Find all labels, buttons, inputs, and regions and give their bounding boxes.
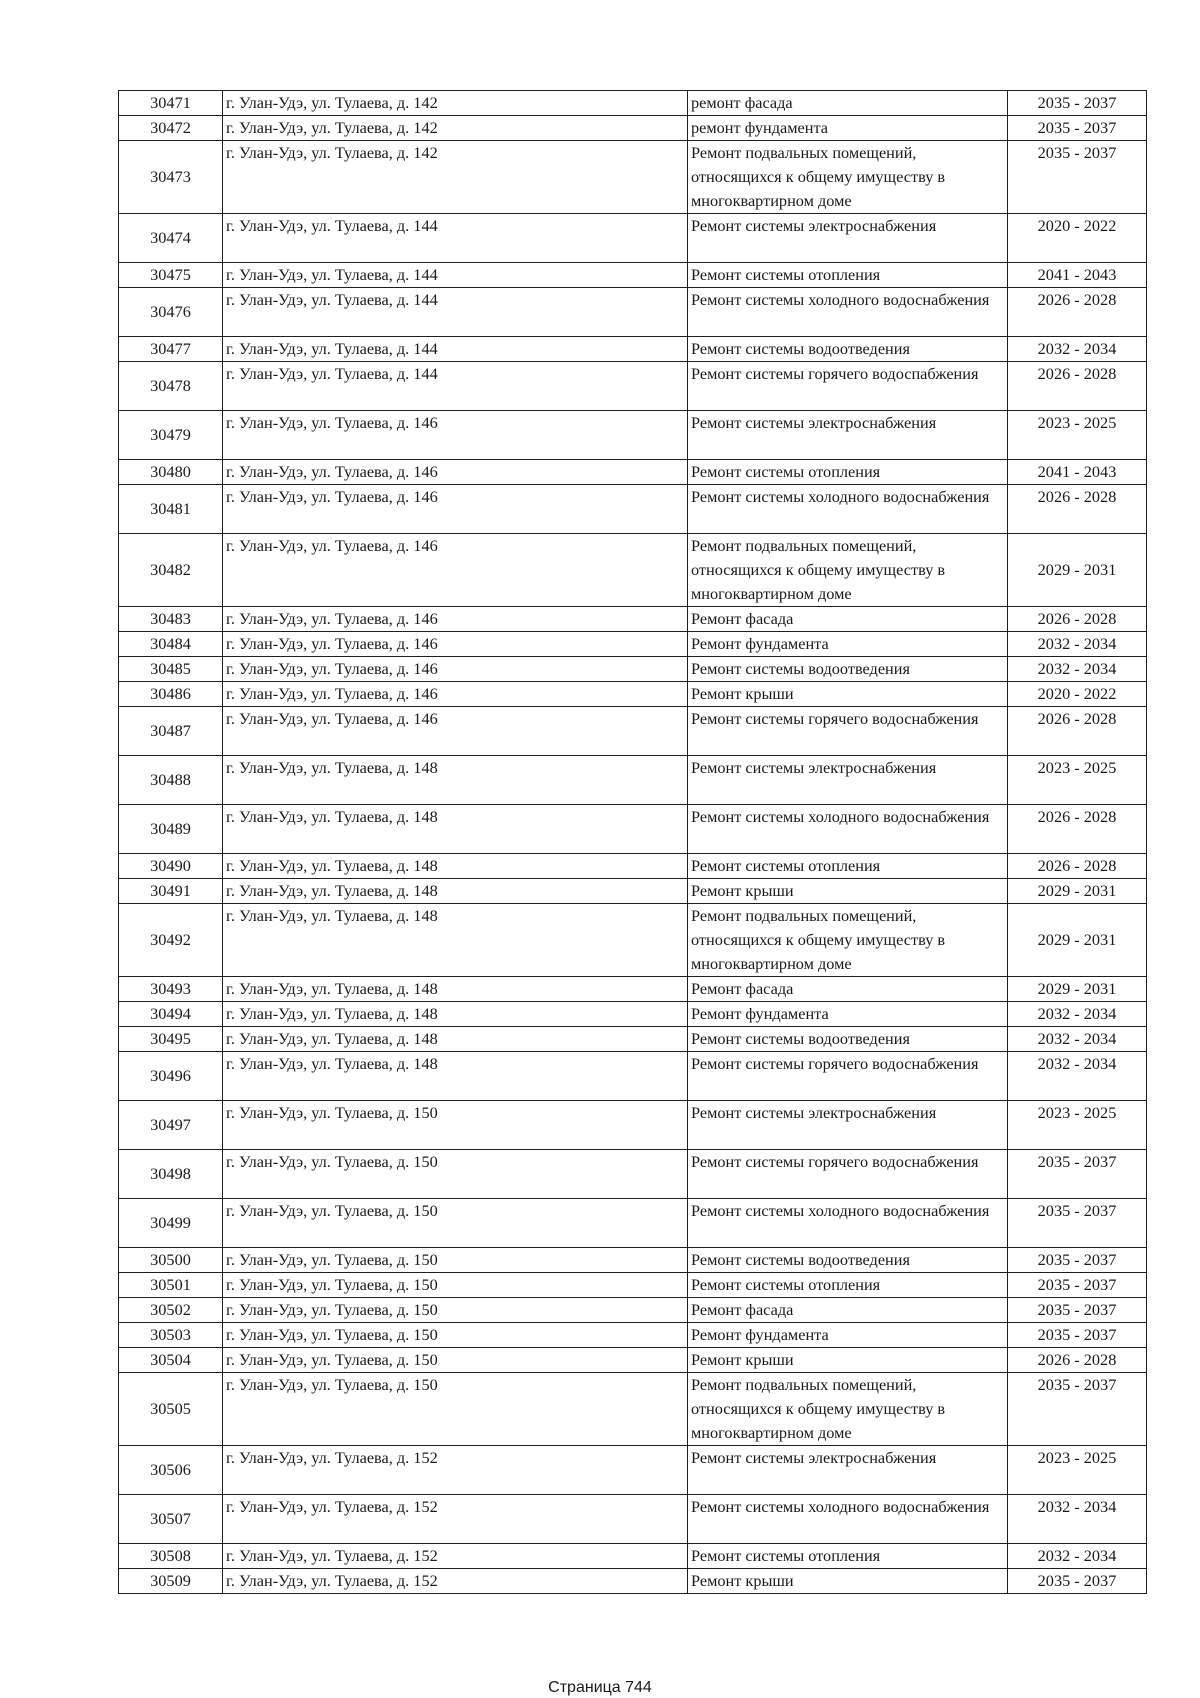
period-cell: 2026 - 2028 [1008, 288, 1147, 337]
work-type-cell: Ремонт системы электроснабжения [688, 214, 1008, 263]
address-cell: г. Улан-Удэ, ул. Тулаева, д. 148 [223, 854, 688, 879]
work-type-cell: Ремонт системы холодного водоснабжения [688, 485, 1008, 534]
table-row [119, 116, 1147, 141]
row-number: 30496 [119, 1052, 223, 1101]
row-number: 30488 [119, 756, 223, 805]
period-cell: 2035 - 2037 [1008, 141, 1147, 214]
period-cell: 2035 - 2037 [1008, 1373, 1147, 1446]
work-type-cell: Ремонт системы отопления [688, 263, 1008, 288]
row-number: 30471 [119, 91, 223, 116]
row-number: 30477 [119, 337, 223, 362]
period-cell: 2020 - 2022 [1008, 682, 1147, 707]
address-cell: г. Улан-Удэ, ул. Тулаева, д. 148 [223, 1027, 688, 1052]
row-number: 30492 [119, 904, 223, 977]
table-row [119, 1273, 1147, 1298]
address-cell: г. Улан-Удэ, ул. Тулаева, д. 150 [223, 1101, 688, 1150]
table-row [119, 1323, 1147, 1348]
row-number: 30498 [119, 1150, 223, 1199]
work-type-cell: Ремонт подвальных помещений, относящихся к общему имуществу в многоквартирном доме [688, 141, 1008, 214]
work-type-cell: Ремонт крыши [688, 682, 1008, 707]
table-row [119, 1373, 1147, 1446]
table-row [119, 1348, 1147, 1373]
work-type-cell: Ремонт системы горячего водоспабжения [688, 362, 1008, 411]
address-cell: г. Улан-Удэ, ул. Тулаева, д. 150 [223, 1150, 688, 1199]
work-type-cell: Ремонт системы электроснабжения [688, 411, 1008, 460]
row-number: 30505 [119, 1373, 223, 1446]
period-cell: 2032 - 2034 [1008, 1052, 1147, 1101]
table-row [119, 1569, 1147, 1594]
address-cell: г. Улан-Удэ, ул. Тулаева, д. 152 [223, 1495, 688, 1544]
row-number: 30479 [119, 411, 223, 460]
row-number: 30506 [119, 1446, 223, 1495]
table-row [119, 337, 1147, 362]
work-type-cell: Ремонт системы электроснабжения [688, 1446, 1008, 1495]
work-type-cell: Ремонт фасада [688, 1298, 1008, 1323]
period-cell: 2035 - 2037 [1008, 1150, 1147, 1199]
table-row [119, 1248, 1147, 1273]
period-cell: 2023 - 2025 [1008, 411, 1147, 460]
address-cell: г. Улан-Удэ, ул. Тулаева, д. 148 [223, 756, 688, 805]
table-body [119, 91, 1147, 1594]
work-type-cell: Ремонт крыши [688, 879, 1008, 904]
row-number: 30499 [119, 1199, 223, 1248]
row-number: 30497 [119, 1101, 223, 1150]
address-cell: г. Улан-Удэ, ул. Тулаева, д. 148 [223, 879, 688, 904]
address-cell: г. Улан-Удэ, ул. Тулаева, д. 146 [223, 534, 688, 607]
address-cell: г. Улан-Удэ, ул. Тулаева, д. 146 [223, 632, 688, 657]
table-row [119, 682, 1147, 707]
period-cell: 2026 - 2028 [1008, 854, 1147, 879]
period-cell: 2029 - 2031 [1008, 534, 1147, 607]
table-row [119, 1052, 1147, 1101]
period-cell: 2032 - 2034 [1008, 1027, 1147, 1052]
row-number: 30484 [119, 632, 223, 657]
row-number: 30502 [119, 1298, 223, 1323]
period-cell: 2032 - 2034 [1008, 1495, 1147, 1544]
address-cell: г. Улан-Удэ, ул. Тулаева, д. 150 [223, 1323, 688, 1348]
table-row [119, 756, 1147, 805]
address-cell: г. Улан-Удэ, ул. Тулаева, д. 146 [223, 682, 688, 707]
work-type-cell: ремонт фундамента [688, 116, 1008, 141]
period-cell: 2029 - 2031 [1008, 904, 1147, 977]
work-type-cell: Ремонт системы отопления [688, 854, 1008, 879]
row-number: 30481 [119, 485, 223, 534]
period-cell: 2035 - 2037 [1008, 1273, 1147, 1298]
row-number: 30474 [119, 214, 223, 263]
period-cell: 2035 - 2037 [1008, 116, 1147, 141]
period-cell: 2023 - 2025 [1008, 756, 1147, 805]
table-row [119, 1446, 1147, 1495]
address-cell: г. Улан-Удэ, ул. Тулаева, д. 144 [223, 337, 688, 362]
period-cell: 2035 - 2037 [1008, 1298, 1147, 1323]
work-type-cell: Ремонт системы водоотведения [688, 337, 1008, 362]
work-type-cell: Ремонт крыши [688, 1348, 1008, 1373]
work-type-cell: Ремонт системы горячего водоснабжения [688, 1150, 1008, 1199]
table-row [119, 1027, 1147, 1052]
work-type-cell: Ремонт крыши [688, 1569, 1008, 1594]
row-number: 30472 [119, 116, 223, 141]
period-cell: 2032 - 2034 [1008, 632, 1147, 657]
row-number: 30494 [119, 1002, 223, 1027]
period-cell: 2035 - 2037 [1008, 91, 1147, 116]
address-cell: г. Улан-Удэ, ул. Тулаева, д. 150 [223, 1273, 688, 1298]
period-cell: 2035 - 2037 [1008, 1323, 1147, 1348]
address-cell: г. Улан-Удэ, ул. Тулаева, д. 146 [223, 460, 688, 485]
address-cell: г. Улан-Удэ, ул. Тулаева, д. 146 [223, 607, 688, 632]
table-row [119, 534, 1147, 607]
row-number: 30503 [119, 1323, 223, 1348]
period-cell: 2035 - 2037 [1008, 1199, 1147, 1248]
row-number: 30495 [119, 1027, 223, 1052]
work-type-cell: Ремонт системы холодного водоснабжения [688, 288, 1008, 337]
address-cell: г. Улан-Удэ, ул. Тулаева, д. 150 [223, 1199, 688, 1248]
table-row [119, 1199, 1147, 1248]
period-cell: 2032 - 2034 [1008, 1002, 1147, 1027]
address-cell: г. Улан-Удэ, ул. Тулаева, д. 148 [223, 1002, 688, 1027]
table-row [119, 288, 1147, 337]
table-row [119, 485, 1147, 534]
period-cell: 2026 - 2028 [1008, 485, 1147, 534]
period-cell: 2035 - 2037 [1008, 1248, 1147, 1273]
table-row [119, 141, 1147, 214]
repair-schedule-table [118, 90, 1147, 1594]
work-type-cell: Ремонт подвальных помещений, относящихся к общему имуществу в многоквартирном доме [688, 904, 1008, 977]
row-number: 30482 [119, 534, 223, 607]
work-type-cell: Ремонт системы водоотведения [688, 1248, 1008, 1273]
row-number: 30493 [119, 977, 223, 1002]
address-cell: г. Улан-Удэ, ул. Тулаева, д. 150 [223, 1298, 688, 1323]
row-number: 30485 [119, 657, 223, 682]
work-type-cell: Ремонт системы холодного водоснабжения [688, 1199, 1008, 1248]
period-cell: 2029 - 2031 [1008, 977, 1147, 1002]
work-type-cell: Ремонт фасада [688, 607, 1008, 632]
address-cell: г. Улан-Удэ, ул. Тулаева, д. 150 [223, 1373, 688, 1446]
work-type-cell: Ремонт фундамента [688, 1323, 1008, 1348]
address-cell: г. Улан-Удэ, ул. Тулаева, д. 152 [223, 1544, 688, 1569]
row-number: 30504 [119, 1348, 223, 1373]
table-row [119, 904, 1147, 977]
row-number: 30507 [119, 1495, 223, 1544]
table-row [119, 607, 1147, 632]
period-cell: 2041 - 2043 [1008, 263, 1147, 288]
work-type-cell: Ремонт системы отопления [688, 460, 1008, 485]
period-cell: 2029 - 2031 [1008, 879, 1147, 904]
table-row [119, 1101, 1147, 1150]
row-number: 30478 [119, 362, 223, 411]
address-cell: г. Улан-Удэ, ул. Тулаева, д. 148 [223, 904, 688, 977]
work-type-cell: Ремонт подвальных помещений, относящихся к общему имуществу в многоквартирном доме [688, 1373, 1008, 1446]
table-row [119, 805, 1147, 854]
address-cell: г. Улан-Удэ, ул. Тулаева, д. 142 [223, 116, 688, 141]
period-cell: 2041 - 2043 [1008, 460, 1147, 485]
address-cell: г. Улан-Удэ, ул. Тулаева, д. 150 [223, 1248, 688, 1273]
table-row [119, 91, 1147, 116]
row-number: 30508 [119, 1544, 223, 1569]
work-type-cell: Ремонт системы холодного водоснабжения [688, 805, 1008, 854]
period-cell: 2032 - 2034 [1008, 1544, 1147, 1569]
table-row [119, 977, 1147, 1002]
table-row [119, 854, 1147, 879]
row-number: 30491 [119, 879, 223, 904]
table-row [119, 1002, 1147, 1027]
address-cell: г. Улан-Удэ, ул. Тулаева, д. 144 [223, 214, 688, 263]
period-cell: 2023 - 2025 [1008, 1101, 1147, 1150]
period-cell: 2026 - 2028 [1008, 607, 1147, 632]
work-type-cell: Ремонт системы отопления [688, 1544, 1008, 1569]
row-number: 30475 [119, 263, 223, 288]
address-cell: г. Улан-Удэ, ул. Тулаева, д. 146 [223, 657, 688, 682]
row-number: 30500 [119, 1248, 223, 1273]
table-row [119, 657, 1147, 682]
work-type-cell: Ремонт системы горячего водоснабжения [688, 707, 1008, 756]
period-cell: 2026 - 2028 [1008, 805, 1147, 854]
page-number: Страница 744 [548, 1679, 652, 1696]
address-cell: г. Улан-Удэ, ул. Тулаева, д. 148 [223, 805, 688, 854]
table-row [119, 460, 1147, 485]
table-row [119, 214, 1147, 263]
row-number: 30473 [119, 141, 223, 214]
work-type-cell: Ремонт системы электроснабжения [688, 756, 1008, 805]
work-type-cell: Ремонт фундамента [688, 632, 1008, 657]
address-cell: г. Улан-Удэ, ул. Тулаева, д. 146 [223, 411, 688, 460]
row-number: 30476 [119, 288, 223, 337]
work-type-cell: Ремонт системы водоотведения [688, 657, 1008, 682]
address-cell: г. Улан-Удэ, ул. Тулаева, д. 144 [223, 263, 688, 288]
table-row [119, 707, 1147, 756]
work-type-cell: Ремонт системы горячего водоснабжения [688, 1052, 1008, 1101]
address-cell: г. Улан-Удэ, ул. Тулаева, д. 148 [223, 1052, 688, 1101]
address-cell: г. Улан-Удэ, ул. Тулаева, д. 146 [223, 485, 688, 534]
period-cell: 2032 - 2034 [1008, 657, 1147, 682]
address-cell: г. Улан-Удэ, ул. Тулаева, д. 146 [223, 707, 688, 756]
row-number: 30486 [119, 682, 223, 707]
period-cell: 2020 - 2022 [1008, 214, 1147, 263]
work-type-cell: Ремонт системы электроснабжения [688, 1101, 1008, 1150]
work-type-cell: Ремонт системы водоотведения [688, 1027, 1008, 1052]
work-type-cell: ремонт фасада [688, 91, 1008, 116]
table-row [119, 1544, 1147, 1569]
period-cell: 2032 - 2034 [1008, 337, 1147, 362]
address-cell: г. Улан-Удэ, ул. Тулаева, д. 150 [223, 1348, 688, 1373]
period-cell: 2035 - 2037 [1008, 1569, 1147, 1594]
work-type-cell: Ремонт подвальных помещений, относящихся к общему имуществу в многоквартирном доме [688, 534, 1008, 607]
table-row [119, 1150, 1147, 1199]
row-number: 30490 [119, 854, 223, 879]
period-cell: 2026 - 2028 [1008, 1348, 1147, 1373]
address-cell: г. Улан-Удэ, ул. Тулаева, д. 142 [223, 141, 688, 214]
row-number: 30489 [119, 805, 223, 854]
work-type-cell: Ремонт системы отопления [688, 1273, 1008, 1298]
address-cell: г. Улан-Удэ, ул. Тулаева, д. 144 [223, 288, 688, 337]
table-row [119, 411, 1147, 460]
table-row [119, 1298, 1147, 1323]
period-cell: 2026 - 2028 [1008, 362, 1147, 411]
period-cell: 2023 - 2025 [1008, 1446, 1147, 1495]
address-cell: г. Улан-Удэ, ул. Тулаева, д. 148 [223, 977, 688, 1002]
table-row [119, 263, 1147, 288]
address-cell: г. Улан-Удэ, ул. Тулаева, д. 142 [223, 91, 688, 116]
row-number: 30509 [119, 1569, 223, 1594]
address-cell: г. Улан-Удэ, ул. Тулаева, д. 152 [223, 1446, 688, 1495]
address-cell: г. Улан-Удэ, ул. Тулаева, д. 144 [223, 362, 688, 411]
work-type-cell: Ремонт системы холодного водоснабжения [688, 1495, 1008, 1544]
address-cell: г. Улан-Удэ, ул. Тулаева, д. 152 [223, 1569, 688, 1594]
period-cell: 2026 - 2028 [1008, 707, 1147, 756]
table-row [119, 362, 1147, 411]
row-number: 30501 [119, 1273, 223, 1298]
table-row [119, 879, 1147, 904]
row-number: 30487 [119, 707, 223, 756]
table-row [119, 632, 1147, 657]
row-number: 30480 [119, 460, 223, 485]
work-type-cell: Ремонт фасада [688, 977, 1008, 1002]
work-type-cell: Ремонт фундамента [688, 1002, 1008, 1027]
table-row [119, 1495, 1147, 1544]
row-number: 30483 [119, 607, 223, 632]
